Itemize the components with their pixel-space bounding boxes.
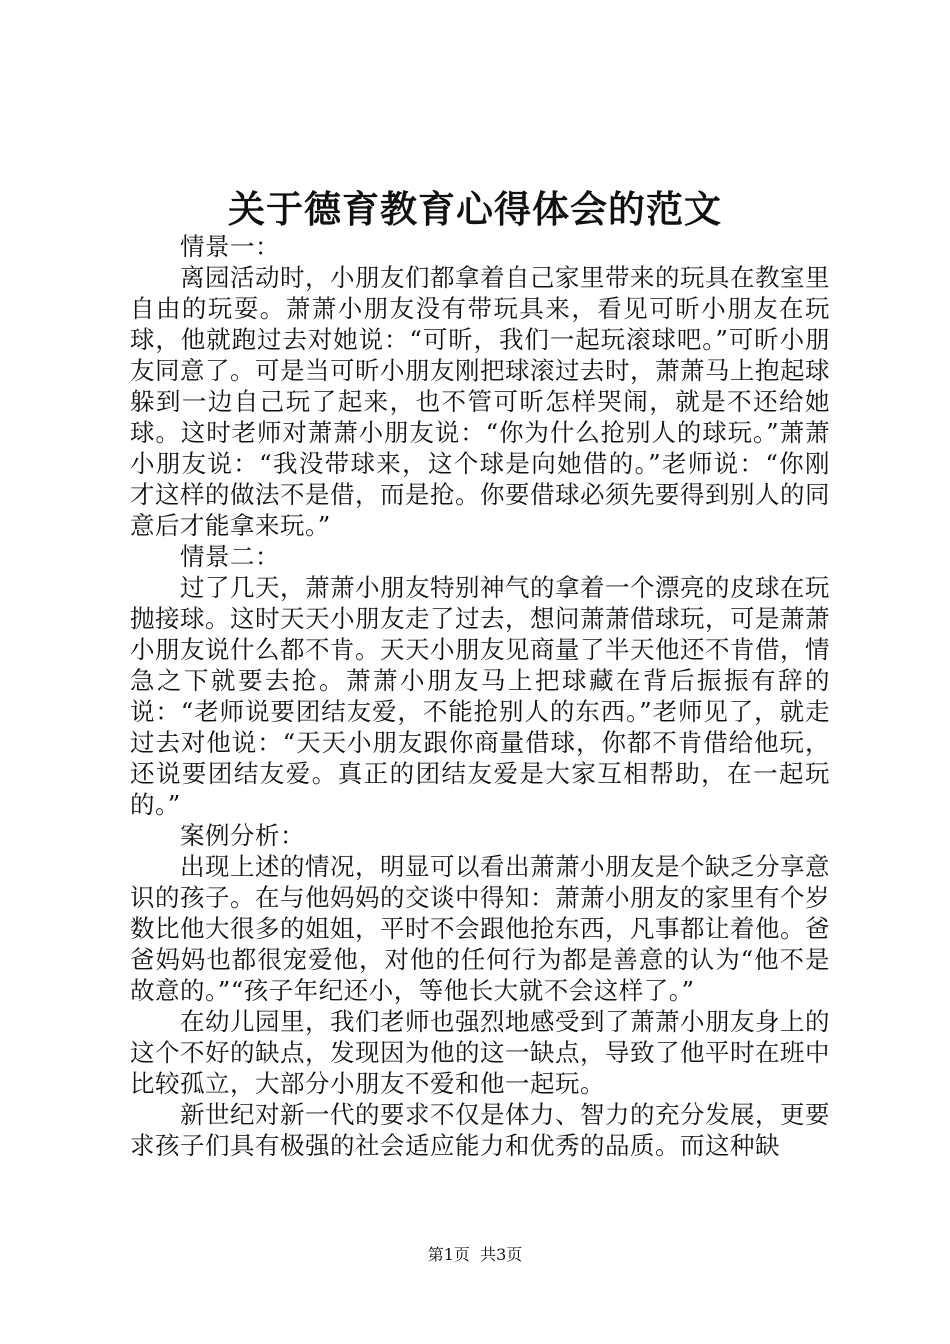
paragraph-analysis-1: 出现上述的情况，明显可以看出萧萧小朋友是个缺乏分享意识的孩子。在与他妈妈的交谈中得知：萧萧小朋友的家里有个岁数比他大很多的姐姐，平时不会跟他抢东西，凡事都让着他。爸爸妈妈也都很宠爱他，对他的任何行为都是善意的认为“他不是故意的。”“孩子年纪还小，等他长大就不会这样了。” xyxy=(130,852,830,1005)
page-number: 第1页 xyxy=(427,1245,470,1264)
document-body xyxy=(130,231,830,1161)
paragraph-analysis-3: 新世纪对新一代的要求不仅是体力、智力的充分发展，更要求孩子们具有极强的社会适应能力和优秀的品质。而这种缺 xyxy=(130,1100,830,1160)
page-footer xyxy=(0,1244,950,1266)
paragraph-scene-1: 离园活动时，小朋友们都拿着自己家里带来的玩具在教室里自由的玩耍。萧萧小朋友没有带玩具来，看见可昕小朋友在玩球，他就跑过去对她说：“可昕，我们一起玩滚球吧。”可昕小朋友同意了。可是当可昕小朋友刚把球滚过去时，萧萧马上抱起球躲到一边自己玩了起来，也不管可昕怎样哭闹，就是不还给她球。这时老师对萧萧小朋友说：“你为什么抢别人的球玩。”萧萧小朋友说：“我没带球来，这个球是向她借的。”老师说：“你刚才这样的做法不是借，而是抢。你要借球必须先要得到别人的同意后才能拿来玩。” xyxy=(130,263,830,540)
document-title: 关于德育教育心得体会的范文 xyxy=(228,187,722,231)
page-total: 共3页 xyxy=(480,1245,523,1264)
section-heading-analysis: 案例分析： xyxy=(180,821,305,850)
paragraph-analysis-2: 在幼儿园里，我们老师也强烈地感受到了萧萧小朋友身上的这个不好的缺点，发现因为他的这一缺点，导致了他平时在班中比较孤立，大部分小朋友不爱和他一起玩。 xyxy=(130,1007,830,1098)
paragraph-scene-2: 过了几天，萧萧小朋友特别神气的拿着一个漂亮的皮球在玩抛接球。这时天天小朋友走了过去，想问萧萧借球玩，可是萧萧小朋友说什么都不肯。天天小朋友见商量了半天他还不肯借，情急之下就要去抢。萧萧小朋友马上把球藏在背后振振有辞的说：“老师说要团结友爱，不能抢别人的东西。”老师见了，就走过去对他说：“天天小朋友跟你商量借球，你都不肯借给他玩，还说要团结友爱。真正的团结友爱是大家互相帮助，在一起玩的。” xyxy=(130,573,830,819)
section-heading-scene-1: 情景一： xyxy=(180,232,280,261)
section-heading-scene-2: 情景二： xyxy=(180,542,280,571)
